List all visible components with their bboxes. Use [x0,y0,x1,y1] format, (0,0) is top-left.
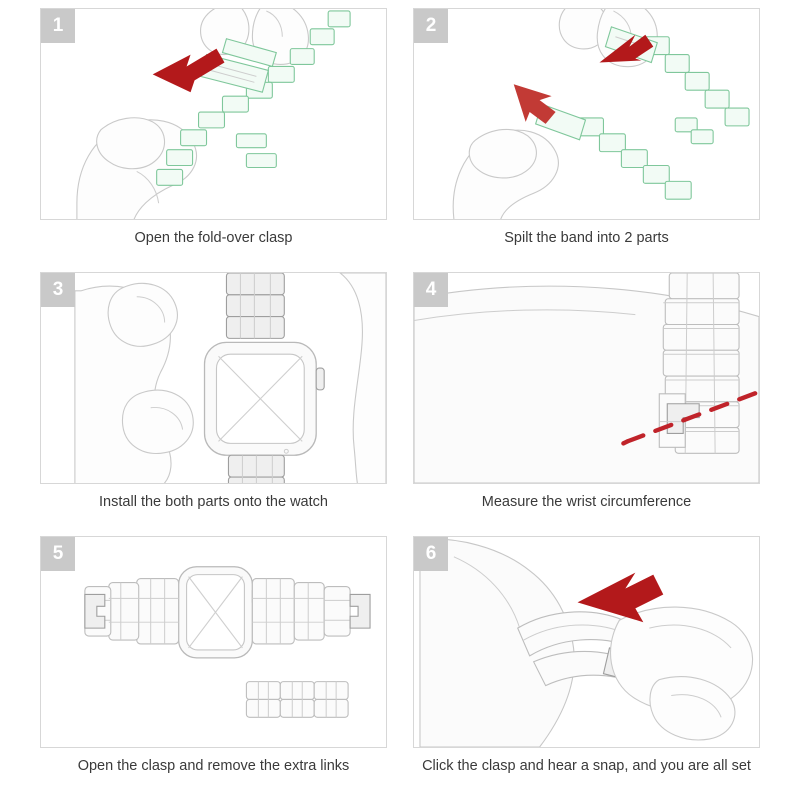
removed-extra-links [246,682,348,718]
step-4-artwork [414,273,759,483]
step-5-illustration-panel [40,536,387,748]
step-6-caption: Click the clasp and hear a snap, and you are all set [422,758,751,774]
step-card-5 [40,536,387,794]
step-1-illustration-panel [40,8,387,220]
step-card-1 [40,8,387,266]
step-1-artwork [41,9,386,219]
step-card-3 [40,272,387,530]
step-card-4 [413,272,760,530]
step-5-artwork [41,537,386,747]
step-card-2 [413,8,760,266]
step-1-number-badge: 1 [41,9,75,43]
step-4-number-badge: 4 [414,273,448,307]
step-3-artwork [41,273,386,483]
step-2-illustration-panel [413,8,760,220]
step-2-caption: Spilt the band into 2 parts [504,230,669,246]
step-card-6 [413,536,760,794]
step-2-number-badge: 2 [414,9,448,43]
step-1-caption: Open the fold-over clasp [134,230,293,246]
step-2-artwork [414,9,759,219]
step-6-illustration-panel [413,536,760,748]
step-5-number-badge: 5 [41,537,75,571]
step-4-illustration-panel [413,272,760,484]
step-3-number-badge: 3 [41,273,75,307]
step-5-caption: Open the clasp and remove the extra links [77,758,350,774]
step-3-caption: Install the both parts onto the watch [99,494,328,510]
step-6-number-badge: 6 [414,537,448,571]
step-3-illustration-panel [40,272,387,484]
step-6-artwork [414,537,759,747]
step-4-caption: Measure the wrist circumference [481,494,692,510]
step-2-red-arrow-down [514,84,556,124]
steps-grid [40,8,760,794]
